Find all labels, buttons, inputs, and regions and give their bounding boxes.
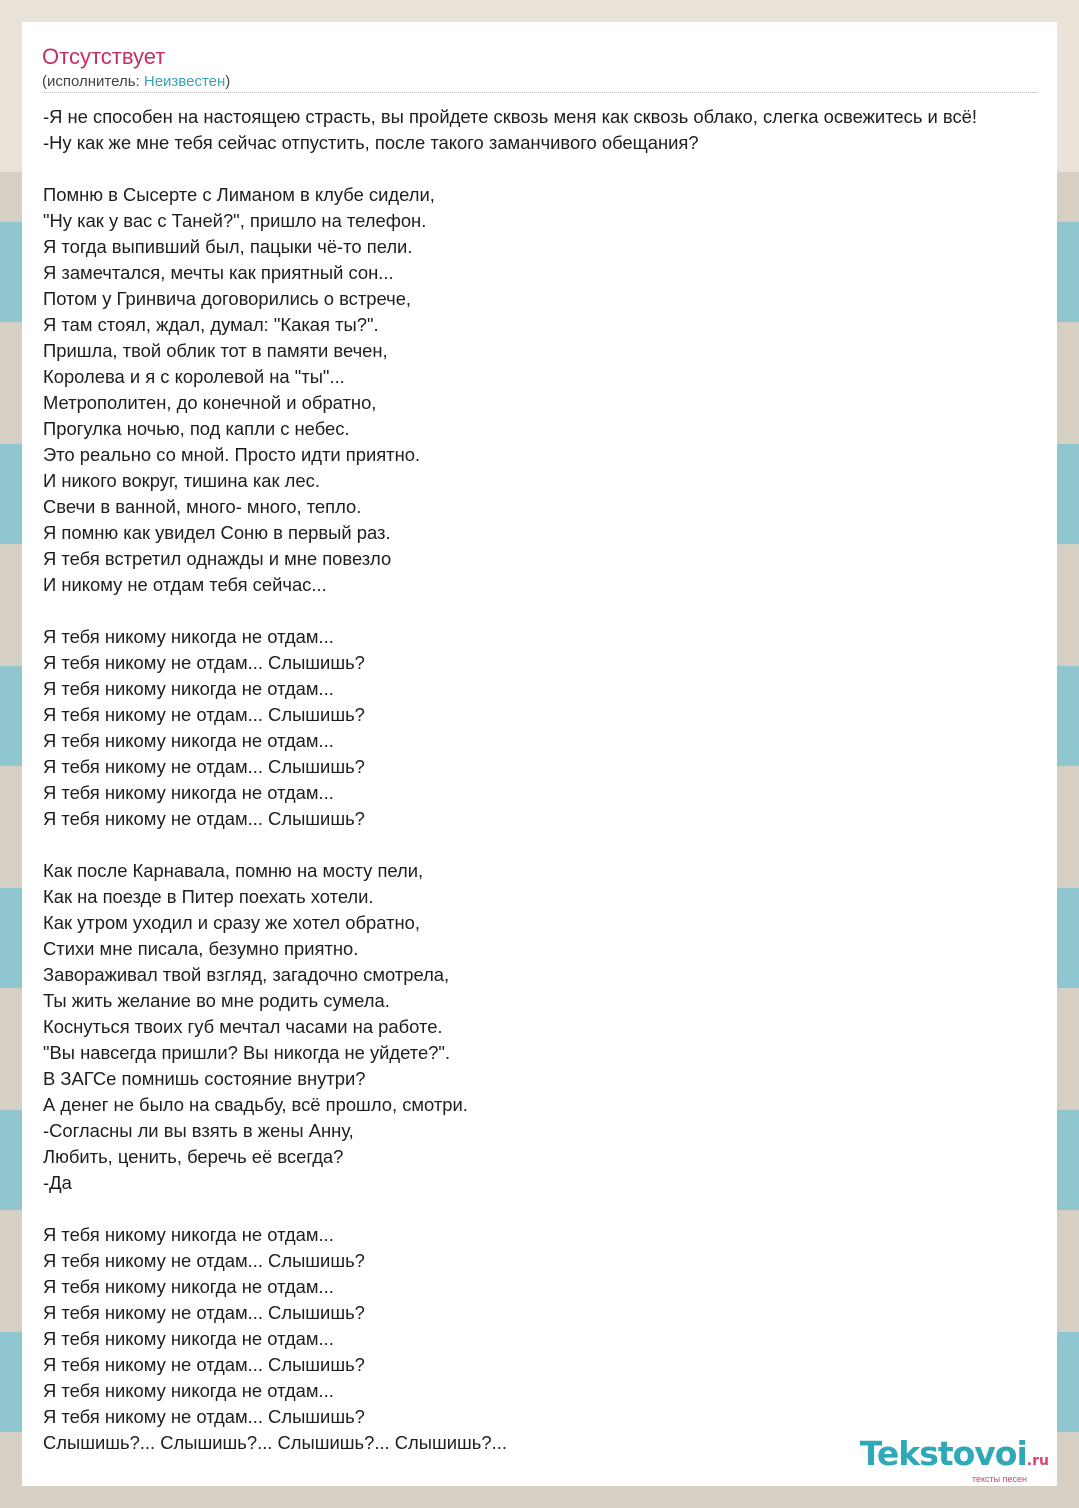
logo-name: Tekstovoi xyxy=(859,1434,1027,1473)
lyric-line: Я тебя никому не отдам... Слышишь? xyxy=(43,808,365,829)
lyric-line: Как после Карнавала, помню на мосту пели, xyxy=(43,860,424,881)
lyric-line: "Вы навсегда пришли? Вы никогда не уйдете?". xyxy=(43,1042,451,1063)
lyric-line: Как на поезде в Питер поехать хотели. xyxy=(43,886,374,907)
lyric-line: Слышишь?... Слышишь?... Слышишь?... Слышишь?... xyxy=(43,1432,507,1453)
lyric-line xyxy=(43,1196,977,1222)
performer-suffix: ) xyxy=(225,73,231,90)
lyric-line: Я тебя никому никогда не отдам... xyxy=(43,1380,334,1401)
lyric-line: Я тебя никому не отдам... Слышишь? xyxy=(43,1354,365,1375)
lyric-line: Я тогда выпивший был, пацыки чё-то пели. xyxy=(43,236,413,257)
lyric-line: Королева и я с королевой на "ты"... xyxy=(43,366,345,387)
lyric-line: Я тебя никому никогда не отдам... xyxy=(43,730,334,751)
performer-prefix: (исполнитель: xyxy=(42,73,144,90)
lyric-line: И никому не отдам тебя сейчас... xyxy=(43,574,327,595)
lyric-line: Я тебя встретил однажды и мне повезло xyxy=(43,548,392,569)
lyric-line: Пришла, твой облик тот в памяти вечен, xyxy=(43,340,388,361)
performer-line xyxy=(42,73,230,90)
lyric-line: Как утром уходил и сразу же хотел обратно, xyxy=(43,912,420,933)
lyric-line: Я тебя никому никогда не отдам... xyxy=(43,1276,334,1297)
lyric-line: Я помню как увидел Соню в первый раз. xyxy=(43,522,391,543)
logo-tld: .ru xyxy=(1026,1453,1049,1469)
lyric-line xyxy=(43,156,977,182)
lyric-line: Метрополитен, до конечной и обратно, xyxy=(43,392,377,413)
lyric-line: -Согласны ли вы взять в жены Анну, xyxy=(43,1120,354,1141)
lyric-line xyxy=(43,832,977,858)
lyric-line: Ты жить желание во мне родить сумела. xyxy=(43,990,390,1011)
lyric-line: А денег не было на свадьбу, всё прошло, смотри. xyxy=(43,1094,468,1115)
logo-wordmark xyxy=(859,1434,1049,1478)
lyric-line: Коснуться твоих губ мечтал часами на работе. xyxy=(43,1016,443,1037)
lyric-line: Я тебя никому не отдам... Слышишь? xyxy=(43,704,365,725)
song-title: Отсутствует xyxy=(42,44,166,69)
lyric-line: Я тебя никому никогда не отдам... xyxy=(43,1224,334,1245)
lyric-line: Я замечтался, мечты как приятный сон... xyxy=(43,262,394,283)
lyric-line: -Я не способен на настоящею страсть, вы пройдете сквозь меня как сквозь облако, слегка освежитесь и всё! xyxy=(43,106,978,127)
lyric-line: Я тебя никому не отдам... Слышишь? xyxy=(43,1406,365,1427)
logo-tagline: тексты песен xyxy=(971,1474,1027,1484)
lyric-line: -Ну как же мне тебя сейчас отпустить, после такого заманчивого обещания? xyxy=(43,132,699,153)
lyric-line: Я тебя никому не отдам... Слышишь? xyxy=(43,1250,365,1271)
lyric-line: Завораживал твой взгляд, загадочно смотрела, xyxy=(43,964,450,985)
lyric-line: И никого вокруг, тишина как лес. xyxy=(43,470,320,491)
lyric-line: Я тебя никому не отдам... Слышишь? xyxy=(43,1302,365,1323)
lyric-line: В ЗАГСе помнишь состояние внутри? xyxy=(43,1068,366,1089)
lyric-line: Прогулка ночью, под капли с небес. xyxy=(43,418,350,439)
lyric-line: Я тебя никому никогда не отдам... xyxy=(43,626,334,647)
lyrics-text xyxy=(43,104,977,1456)
lyric-line: Помню в Сысерте с Лиманом в клубе сидели, xyxy=(43,184,435,205)
lyric-line: Свечи в ванной, много- много, тепло. xyxy=(43,496,362,517)
lyric-line: Я тебя никому не отдам... Слышишь? xyxy=(43,756,365,777)
lyric-line: Любить, ценить, беречь её всегда? xyxy=(43,1146,344,1167)
site-logo[interactable] xyxy=(859,1434,1049,1484)
lyric-line: -Да xyxy=(43,1172,72,1193)
lyric-line: Я тебя никому никогда не отдам... xyxy=(43,678,334,699)
performer-link[interactable]: Неизвестен xyxy=(143,73,226,90)
lyric-line: "Ну как у вас с Таней?", пришло на телефон. xyxy=(43,210,427,231)
lyric-line: Я тебя никому никогда не отдам... xyxy=(43,1328,334,1349)
lyric-line: Это реально со мной. Просто идти приятно. xyxy=(43,444,421,465)
lyric-line: Я там стоял, ждал, думал: "Какая ты?". xyxy=(43,314,379,335)
lyric-line: Я тебя никому не отдам... Слышишь? xyxy=(43,652,365,673)
lyric-line xyxy=(43,598,977,624)
lyric-line: Потом у Гринвича договорились о встрече, xyxy=(43,288,412,309)
lyric-line: Стихи мне писала, безумно приятно. xyxy=(43,938,359,959)
lyrics-card xyxy=(22,22,1057,1486)
title-divider xyxy=(42,92,1037,93)
lyric-line: Я тебя никому никогда не отдам... xyxy=(43,782,334,803)
